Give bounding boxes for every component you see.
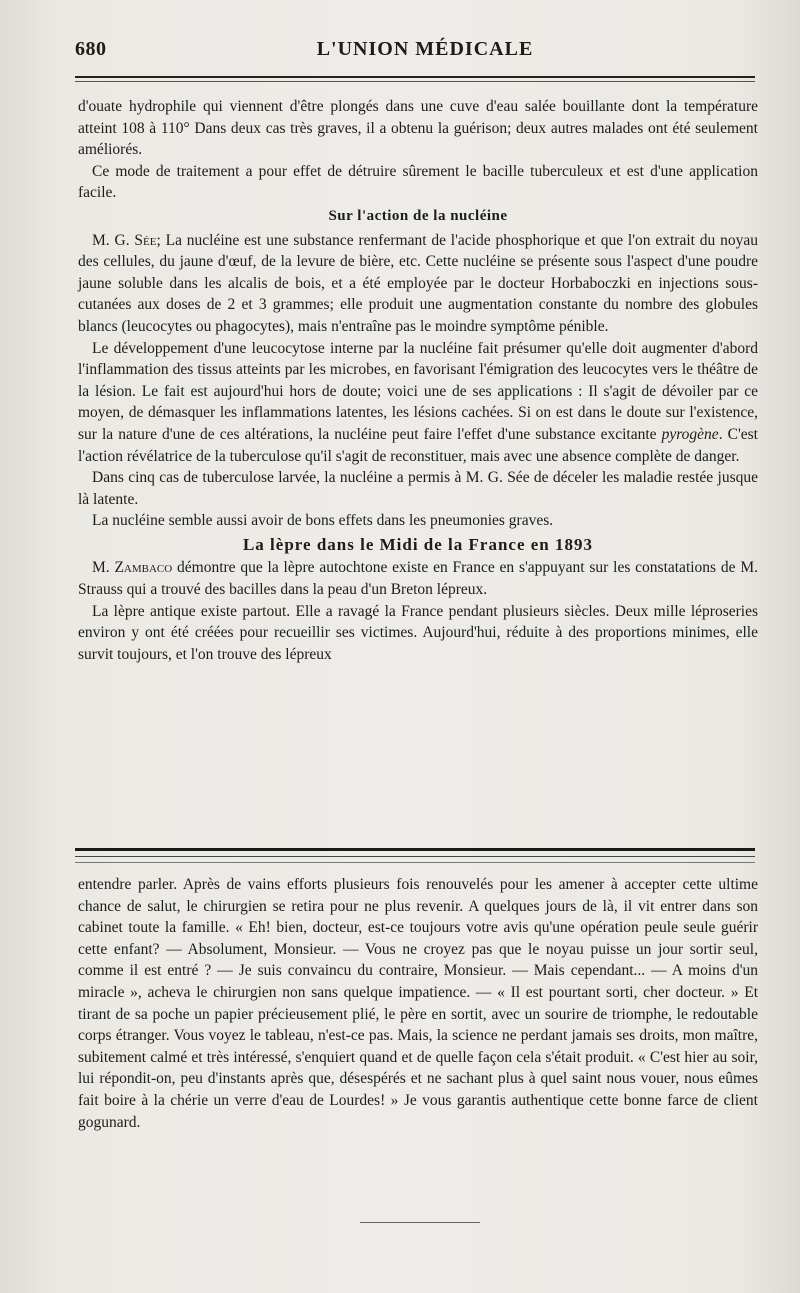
italic-term: pyrogène: [661, 425, 719, 443]
feuilleton-rule: [75, 856, 755, 857]
paragraph-text: ; La nucléine est une substance renfermant de l'acide phosphorique et que l'on extrait du noyau des cellules, du jaune d'œuf, de la levure de bière, etc. Cette nucléine se présente sous l'aspect d'une poudre jaune soluble dans les alcalis de bois, et a été employée par le docteur Horbaboczki en injections sous-cutanées aux doses de 2 et 3 grammes; elle produit une augmentation constante du nombre des globules blancs (leucocytes ou phagocytes), mais n'entraîne pas le moindre symptôme pénible.: [78, 231, 758, 335]
footer-rule: [360, 1222, 480, 1223]
feuilleton-text: [78, 874, 758, 1133]
main-text: [78, 96, 758, 665]
section-title: Sur l'action de la nucléine: [328, 207, 508, 224]
paragraph: entendre parler. Après de vains efforts plusieurs fois renouvelés pour les amener à accepter cette ultime chance de salut, le chirurgien se retira pour ne plus revenir. A quelques jours de là, il vit entrer dans son cabinet toute la famille. « Eh! bien, docteur, est-ce toujours votre avis qu'une opération peule seule guérir cette enfant? — Absolument, Monsieur. — Vous ne croyez pas que le noyau puisse un jour sortir seul, comme il est entré ? — Je suis convaincu du contraire, Monsieur. — Mais cependant... — A moins d'un miracle », acheva le chirurgien non sans quelque impatience. — « Il est pourtant sorti, cher docteur. » Et tirant de sa poche un papier précieusement plié, le père en sortit, avec un sourire de triomphe, le redoutable corps étranger. Vous voyez le tableau, n'est-ce pas. Mais, la science ne perdant jamais ses droits, mon maître, subitement calmé et très intéressé, s'enquiert quand et de quelle façon cela s'était produit. « C'est hier au soir, lui répondit-on, peu d'instants après que, désespérés et ne sachant plus à quel saint nous vouer, nous eûmes fait boire à la chérie un verre d'eau de Lourdes! » Je vous garantis authentique cette bonne farce de client gogunard.: [78, 876, 758, 1131]
paragraph: d'ouate hydrophile qui viennent d'être plongés dans une cuve d'eau salée bouillante dont la température atteint 108 à 110° Dans deux cas très graves, il a obtenu la guérison; deux autres malades ont été seulement améliorés.: [78, 98, 758, 159]
page-header: [75, 38, 755, 70]
paragraph: Dans cinq cas de tuberculose larvée, la nucléine a permis à M. G. Sée de déceler les maladie restée jusque là latente.: [78, 469, 758, 508]
speaker-name: M. G. Sée: [92, 231, 157, 249]
feuilleton-rule: [75, 848, 755, 851]
header-rule: [75, 76, 755, 78]
paragraph: La nucléine semble aussi avoir de bons effets dans les pneumonies graves.: [92, 512, 554, 530]
running-title: L'UNION MÉDICALE: [316, 38, 534, 60]
speaker-name: M. Zambaco: [92, 559, 173, 577]
paragraph: [78, 338, 758, 468]
feuilleton-rule: [75, 862, 755, 863]
paragraph-text: . C'est l'action révélatrice de la tuberculose qu'il s'agit de reconstituer, mais avec une absence complète de danger.: [78, 425, 758, 465]
paragraph: La lèpre antique existe partout. Elle a ravagé la France pendant plusieurs siècles. Deux mille léproseries environ y ont été créées pour recueillir ses victimes. Aujourd'hui, réduite à des proportions minimes, elle survit toujours, et l'on trouve des lépreux: [78, 602, 758, 663]
paragraph: Ce mode de traitement a pour effet de détruire sûrement le bacille tuberculeux et est d'une application facile.: [78, 162, 758, 202]
section-title: La lèpre dans le Midi de la France en 1893: [242, 534, 594, 554]
paragraph: [78, 230, 758, 338]
paragraph-text: Le développement d'une leucocytose interne par la nucléine fait présumer qu'elle doit augmenter d'abord l'inflammation des tissus atteints par les microbes, en favorisant l'émigration des leucocytes vers le théâtre de la lésion. Le fait est aujourd'hui hors de doute; voici une de ses applications : Il s'agit de dévoiler par ce moyen, de démasquer les inflammations latentes, les lésions cachées. Si on est dans le doute sur l'existence, sur la nature d'une de ces altérations, la nucléine peut faire l'effet d'une substance excitante: [78, 339, 758, 443]
paragraph: [78, 557, 758, 600]
header-rule-secondary: [75, 81, 755, 82]
paragraph-text: démontre que la lèpre autochtone existe en France en s'appuyant sur les constatations de M. Strauss qui a trouvé des bacilles dans la peau d'un Breton lépreux.: [78, 559, 758, 599]
page-number: 680: [75, 38, 107, 60]
